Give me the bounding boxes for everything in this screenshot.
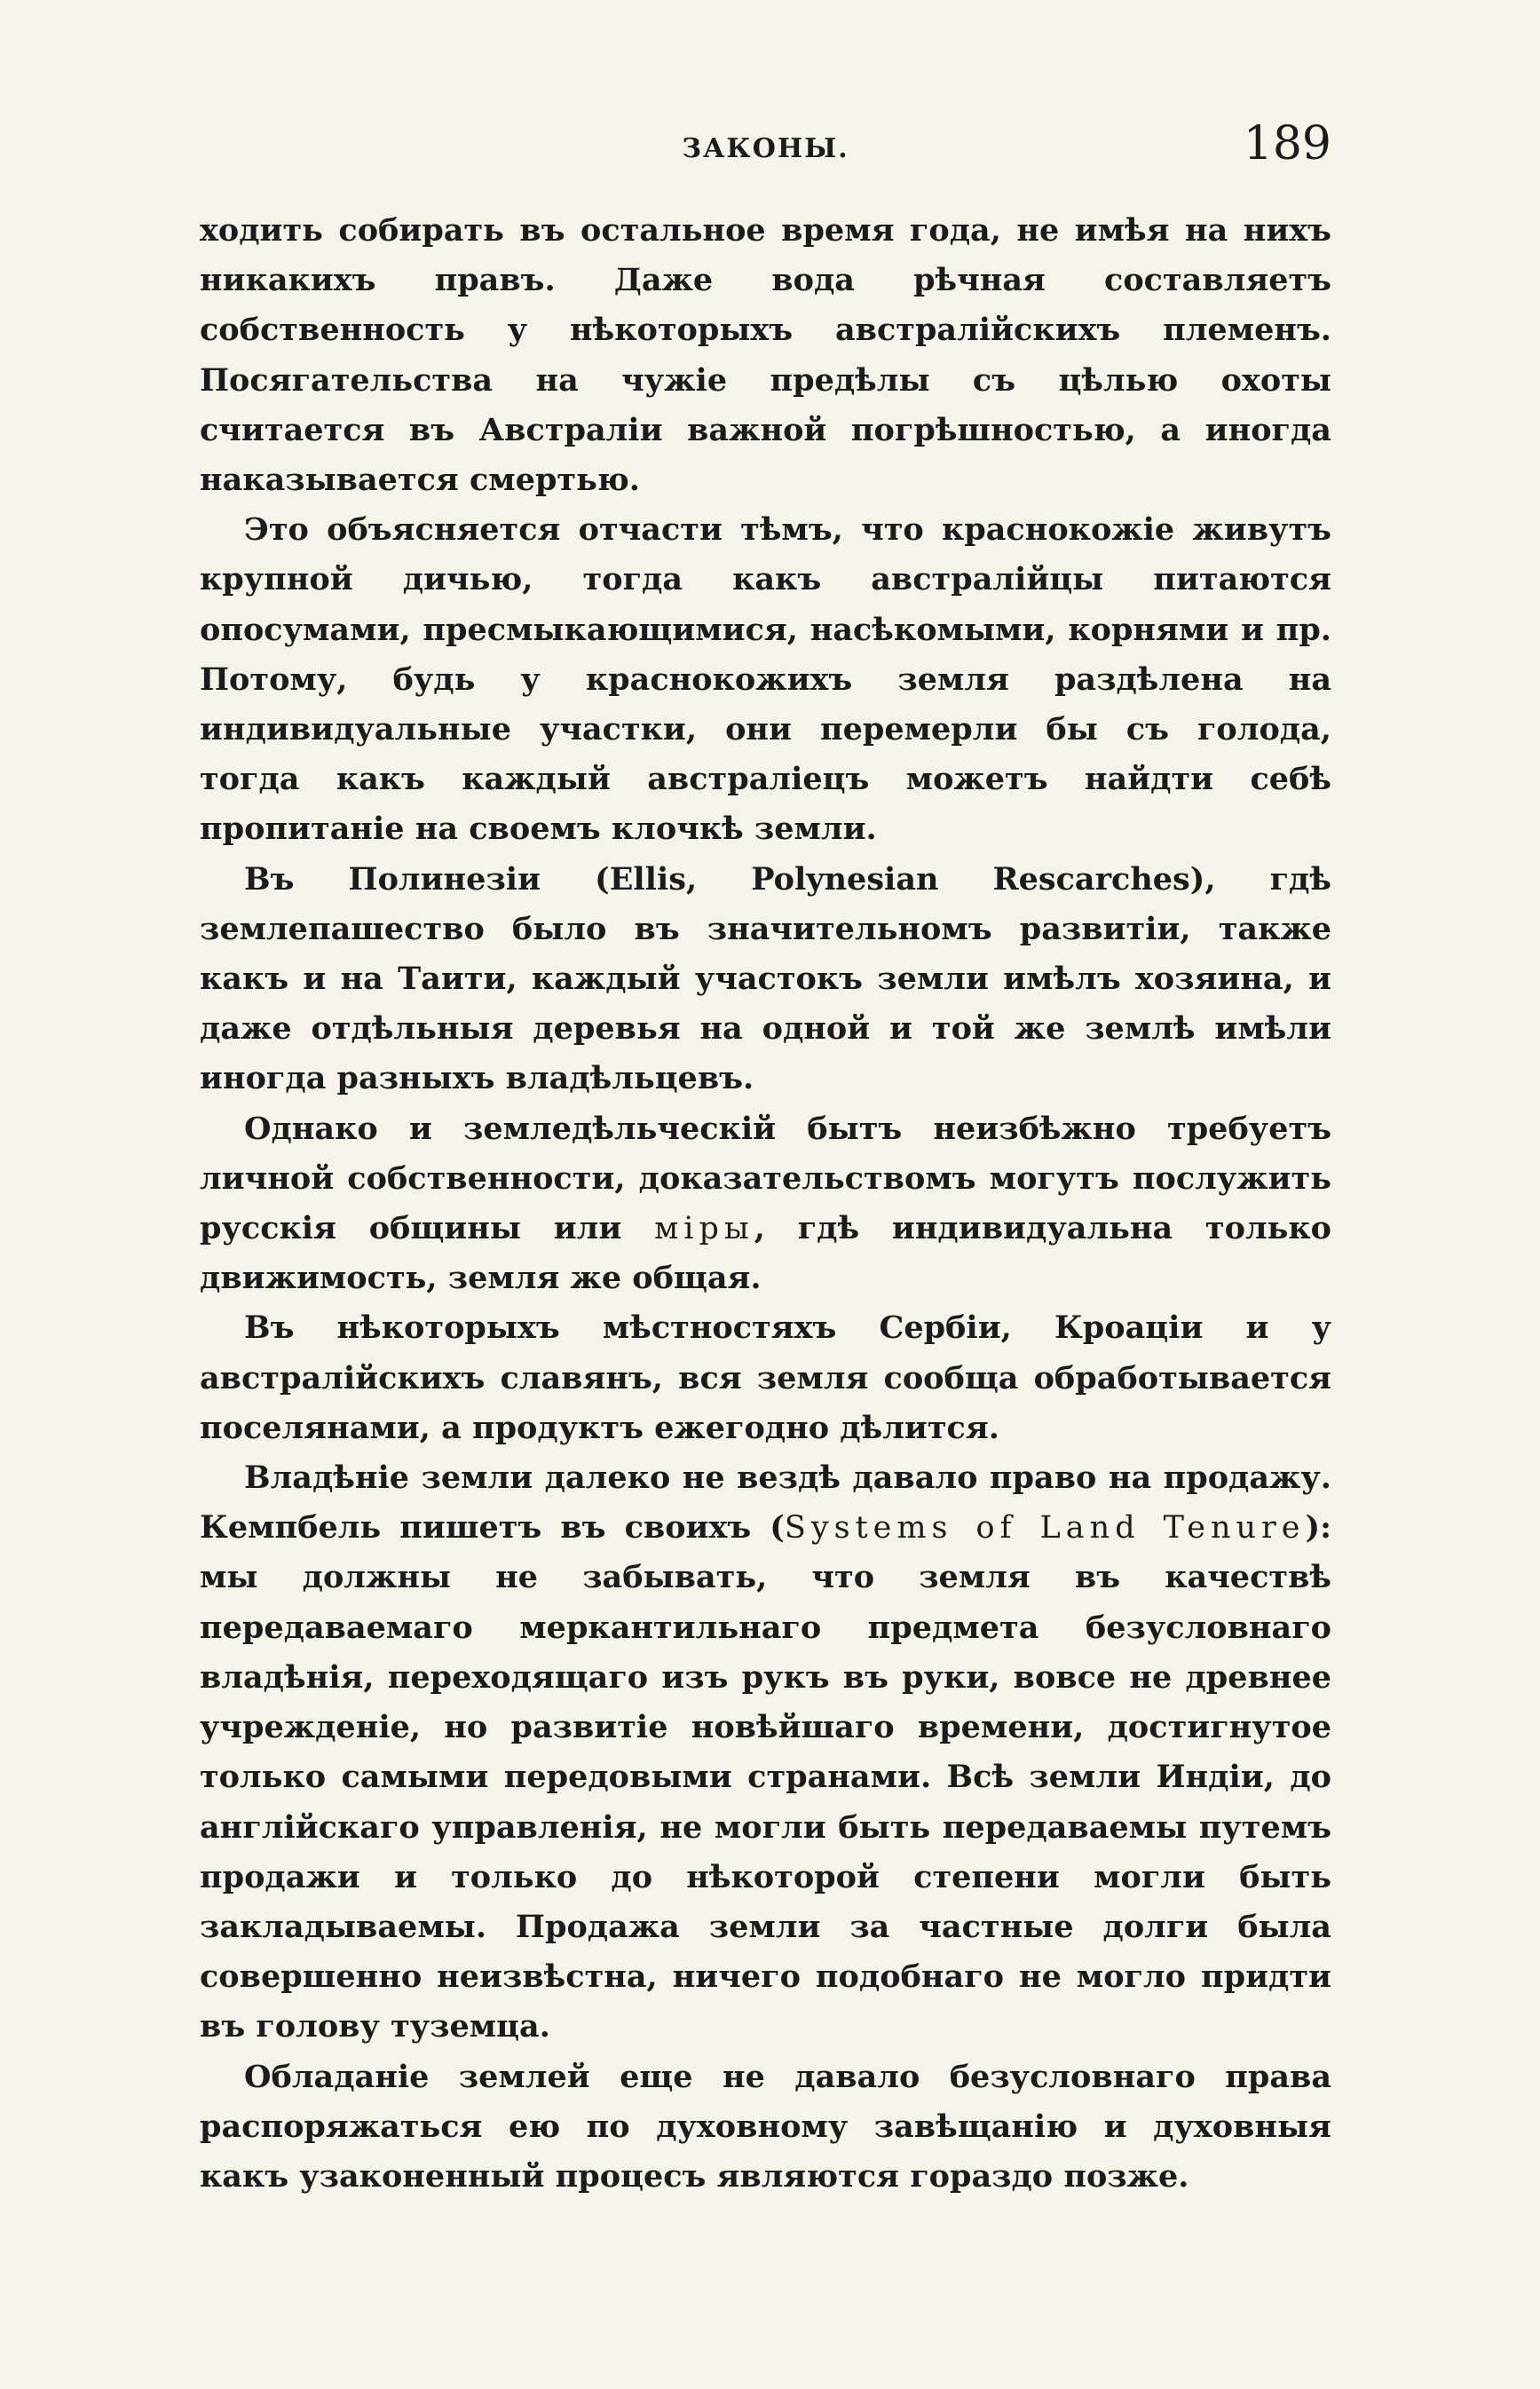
paragraph-text: , гдѣ индивидуальна только движимость, земля же общая. [200,1210,1331,1297]
page-number: 189 [1243,117,1331,170]
paragraph [200,2053,1331,2203]
running-head [200,117,1331,179]
paragraph-text: ходить собирать въ остальное время года, не имѣя на нихъ никакихъ правъ. Даже вода рѣчная составляетъ собственность у нѣкоторыхъ австралійскихъ племенъ. Посягательства на чужіе предѣлы съ цѣлью охоты считается въ Австраліи важной погрѣшностью, а иногда наказывается смертью. [200,212,1331,499]
paragraph-text: Владѣніе земли далеко не вездѣ давало право на продажу. Кемпбель пишетъ въ своихъ ( [200,1460,1331,1547]
paragraph-text: ): мы должны не забывать, что земля въ качествѣ передаваемаго меркантильнаго предмета безусловнаго владѣнія, переходящаго изъ рукъ въ руки, вовсе не древнее учрежденіе, но развитіе новѣйшаго времени, достигнутое только самыми передовыми странами. Всѣ земли Индіи, до англійскаго управленія, не могли быть передаваемы путемъ продажи и только до нѣкоторой степени могли быть закладываемы. Продажа земли за частные долги была совершенно неизвѣстна, ничего подобнаго не могло придти въ голову туземца. [200,1509,1331,2045]
running-title: ЗАКОНЫ. [682,133,849,164]
paragraph [200,1453,1331,2052]
body-text [200,206,1331,2202]
paragraph-text: Въ Полинезіи (Ellis, Polynesian Rescarches), гдѣ землепашество было въ значительномъ развитіи, также какъ и на Таити, каждый участокъ земли имѣлъ хозяина, и даже отдѣльныя деревья на одной и той же землѣ имѣли иногда разныхъ владѣльцевъ. [200,860,1331,1097]
paragraph-text: Однако и земледѣльческій бытъ неизбѣжно требуетъ личной собственности, доказательствомъ могутъ послужить русскія общины или [200,1110,1331,1247]
paragraph [200,206,1331,505]
paragraph [200,505,1331,854]
paragraph-text: Въ нѣкоторыхъ мѣстностяхъ Сербіи, Кроаціи и у австралійскихъ славянъ, вся земля сообща обработывается поселянами, а продуктъ ежегодно дѣлится. [200,1309,1331,1446]
spaced-emphasis: Systems of Land Tenure [784,1510,1306,1547]
paragraph [200,1104,1331,1304]
paragraph-text: Обладаніе землей еще не давало безусловнаго права распоряжаться ею по духовному завѣщанію и духовныя какъ узаконенный процесъ являются гораздо позже. [200,2058,1331,2195]
spaced-emphasis: міры [654,1211,754,1247]
paragraph-text: Это объясняется отчасти тѣмъ, что краснокожіе живутъ крупной дичью, тогда какъ австралійцы питаются опосумами, пресмыкающимися, насѣкомыми, корнями и пр. Потому, будь у краснокожихъ земля раздѣлена на индивидуальные участки, они перемерли бы съ голода, тогда какъ каждый австраліецъ можетъ найдти себѣ пропитаніе на своемъ клочкѣ земли. [200,511,1331,848]
paragraph [200,1303,1331,1453]
paragraph [200,855,1331,1104]
